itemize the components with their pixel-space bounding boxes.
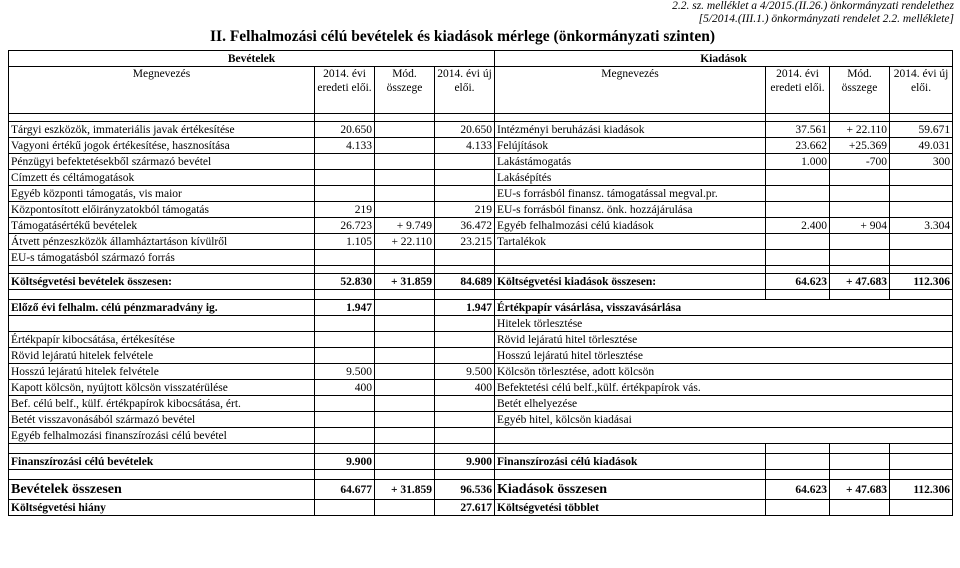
expenditure-name: Hitelek törlesztése — [495, 316, 953, 332]
revenue-original: 9.500 — [315, 364, 375, 380]
revenue-modification — [375, 250, 435, 266]
revenue-original — [315, 348, 375, 364]
revenue-modification — [375, 428, 435, 444]
revenue-original: 1.105 — [315, 234, 375, 250]
table-row — [9, 380, 953, 396]
expenditure-new — [890, 234, 953, 250]
spacer-cell — [766, 266, 830, 274]
revenue-name: Bef. célú belf., külf. értékpapírok kibocsátása, ért. — [9, 396, 315, 412]
spacer-cell — [766, 444, 830, 454]
expenditure-original — [766, 170, 830, 186]
expenditure-original: 1.000 — [766, 154, 830, 170]
table-row — [9, 234, 953, 250]
table-row — [9, 396, 953, 412]
expenditure-name: Egyéb hitel, kölcsön kiadásai — [495, 412, 953, 428]
expenditure-name: Kölcsön törlesztése, adott kölcsön — [495, 364, 953, 380]
revenue-modification — [375, 412, 435, 428]
revenue-original: 64.677 — [315, 480, 375, 500]
col-header-original-left: 2014. évi eredeti elői. — [315, 67, 375, 114]
expenditure-new: 3.304 — [890, 218, 953, 234]
table-row — [9, 300, 953, 316]
table-row — [9, 480, 953, 500]
revenue-original: 26.723 — [315, 218, 375, 234]
expenditure-modification — [830, 454, 890, 470]
expenditure-new — [890, 500, 953, 516]
spacer-row — [9, 114, 953, 122]
expenditure-name: Felújítások — [495, 138, 766, 154]
revenue-name: Támogatásértékű bevételek — [9, 218, 315, 234]
revenue-name: Értékpapír kibocsátása, értékesítése — [9, 332, 315, 348]
expenditure-new — [890, 202, 953, 218]
expenditure-original: 37.561 — [766, 122, 830, 138]
revenue-name: Tárgyi eszközök, immateriális javak értékesítése — [9, 122, 315, 138]
spacer-cell — [890, 444, 953, 454]
expenditure-modification: + 22.110 — [830, 122, 890, 138]
spacer-row — [9, 470, 953, 480]
expenditure-new — [890, 170, 953, 186]
expenditure-new — [890, 186, 953, 202]
revenue-modification: + 31.859 — [375, 274, 435, 290]
revenue-new: 20.650 — [435, 122, 495, 138]
spacer-row — [9, 444, 953, 454]
expenditure-name: Tartalékok — [495, 234, 766, 250]
revenue-new: 9.500 — [435, 364, 495, 380]
revenue-modification — [375, 454, 435, 470]
table-row — [9, 316, 953, 332]
revenue-original: 9.900 — [315, 454, 375, 470]
spacer-cell — [890, 470, 953, 480]
revenue-new — [435, 154, 495, 170]
spacer-cell — [9, 470, 315, 480]
revenue-name: Bevételek összesen — [9, 480, 315, 500]
revenue-name: Kapott kölcsön, nyújtott kölcsön visszatérülése — [9, 380, 315, 396]
expenditure-name: Betét elhelyezése — [495, 396, 953, 412]
expenditure-modification: -700 — [830, 154, 890, 170]
revenue-original — [315, 186, 375, 202]
spacer-cell — [9, 114, 315, 122]
revenue-new: 27.617 — [435, 500, 495, 516]
expenditure-name — [495, 428, 953, 444]
revenue-modification: + 31.859 — [375, 480, 435, 500]
spacer-cell — [315, 114, 375, 122]
table-row — [9, 154, 953, 170]
revenue-modification — [375, 500, 435, 516]
revenue-original — [315, 170, 375, 186]
page-title: II. Felhalmozási célú bevételek és kiadások mérlege (önkormányzati szinten) — [210, 28, 715, 45]
revenue-new — [435, 428, 495, 444]
expenditure-original — [766, 454, 830, 470]
expenditure-new: 112.306 — [890, 274, 953, 290]
spacer-cell — [315, 266, 375, 274]
revenue-new: 23.215 — [435, 234, 495, 250]
col-header-new-left: 2014. évi új elői. — [435, 67, 495, 114]
expenditure-name: Rövid lejáratú hitel törlesztése — [495, 332, 953, 348]
revenue-modification: + 22.110 — [375, 234, 435, 250]
revenue-original — [315, 316, 375, 332]
expenditure-new: 112.306 — [890, 480, 953, 500]
table-row — [9, 364, 953, 380]
revenue-original: 4.133 — [315, 138, 375, 154]
spacer-cell — [766, 114, 830, 122]
table-row — [9, 428, 953, 444]
revenue-name — [9, 316, 315, 332]
expenditure-name: Finanszírozási célú kiadások — [495, 454, 766, 470]
table-row — [9, 274, 953, 290]
appendix-note — [394, 0, 954, 26]
expenditure-modification — [830, 500, 890, 516]
revenue-name: Központosított előirányzatokból támogatás — [9, 202, 315, 218]
revenue-original: 52.830 — [315, 274, 375, 290]
col-header-name-right: Megnevezés — [495, 67, 766, 114]
revenue-modification — [375, 186, 435, 202]
revenue-new — [435, 348, 495, 364]
spacer-cell — [495, 266, 766, 274]
expenditure-modification: + 47.683 — [830, 274, 890, 290]
expenditure-new: 300 — [890, 154, 953, 170]
table-row — [9, 186, 953, 202]
revenue-modification — [375, 300, 435, 316]
revenue-modification — [375, 364, 435, 380]
revenue-new: 1.947 — [435, 300, 495, 316]
expenditure-original: 64.623 — [766, 274, 830, 290]
revenue-name: Egyéb központi támogatás, vis maior — [9, 186, 315, 202]
appendix-note-line-1: 2.2. sz. melléklet a 4/2015.(II.26.) önkormányzati rendelethez — [672, 0, 954, 12]
spacer-cell — [435, 266, 495, 274]
expenditure-name: Intézményi beruházási kiadások — [495, 122, 766, 138]
table-row — [9, 412, 953, 428]
revenue-new: 219 — [435, 202, 495, 218]
expenditure-original — [766, 202, 830, 218]
expenditure-name: Kiadások összesen — [495, 480, 766, 500]
expenditure-original — [766, 234, 830, 250]
revenue-original: 219 — [315, 202, 375, 218]
revenue-original — [315, 250, 375, 266]
revenue-modification — [375, 348, 435, 364]
revenue-new: 36.472 — [435, 218, 495, 234]
expenditure-modification: + 47.683 — [830, 480, 890, 500]
expenditure-name: Lakásépítés — [495, 170, 766, 186]
spacer-cell — [435, 444, 495, 454]
expenditure-new — [890, 454, 953, 470]
revenue-new — [435, 316, 495, 332]
revenue-new: 400 — [435, 380, 495, 396]
spacer-cell — [315, 290, 375, 300]
col-header-name-left: Megnevezés — [9, 67, 315, 114]
expenditure-modification — [830, 250, 890, 266]
spacer-row — [9, 290, 953, 300]
expenditure-modification — [830, 186, 890, 202]
expenditure-original: 64.623 — [766, 480, 830, 500]
spacer-row — [9, 266, 953, 274]
col-header-new-right: 2014. évi új elői. — [890, 67, 953, 114]
revenue-modification — [375, 154, 435, 170]
expenditure-name: Hosszú lejáratú hitel törlesztése — [495, 348, 953, 364]
spacer-cell — [830, 290, 890, 300]
spacer-cell — [315, 470, 375, 480]
spacer-cell — [9, 444, 315, 454]
expenditure-name — [495, 250, 766, 266]
revenue-modification — [375, 316, 435, 332]
revenue-name: Pénzügyi befektetésekből származó bevétel — [9, 154, 315, 170]
expenditure-name: Lakástámogatás — [495, 154, 766, 170]
revenue-name: Finanszírozási célú bevételek — [9, 454, 315, 470]
table-row — [9, 138, 953, 154]
spacer-cell — [9, 290, 315, 300]
group-expenditures: Kiadások — [495, 51, 953, 67]
spacer-cell — [375, 470, 435, 480]
expenditure-modification: + 904 — [830, 218, 890, 234]
revenue-name: Betét visszavonásából származó bevétel — [9, 412, 315, 428]
spacer-cell — [766, 470, 830, 480]
revenue-name: Költségvetési hiány — [9, 500, 315, 516]
spacer-cell — [830, 444, 890, 454]
revenue-modification — [375, 396, 435, 412]
table-row — [9, 332, 953, 348]
col-header-original-right: 2014. évi eredeti elői. — [766, 67, 830, 114]
expenditure-name: Költségvetési kiadások összesen: — [495, 274, 766, 290]
spacer-cell — [495, 114, 766, 122]
expenditure-modification — [830, 170, 890, 186]
spacer-cell — [375, 266, 435, 274]
revenue-new: 96.536 — [435, 480, 495, 500]
expenditure-modification — [830, 202, 890, 218]
spacer-cell — [375, 114, 435, 122]
spacer-cell — [830, 114, 890, 122]
revenue-new — [435, 250, 495, 266]
table-row — [9, 202, 953, 218]
expenditure-name: EU-s forrásból finansz. támogatással megval.pr. — [495, 186, 766, 202]
spacer-cell — [9, 266, 315, 274]
revenue-name: Költségvetési bevételek összesen: — [9, 274, 315, 290]
expenditure-name: EU-s forrásból finansz. önk. hozzájárulása — [495, 202, 766, 218]
spacer-cell — [890, 290, 953, 300]
revenue-modification — [375, 138, 435, 154]
spacer-cell — [435, 114, 495, 122]
expenditure-modification: +25.369 — [830, 138, 890, 154]
expenditure-original — [766, 500, 830, 516]
spacer-cell — [890, 266, 953, 274]
appendix-note-line-2: [5/2014.(III.1.) önkormányzati rendelet 2.2. melléklete] — [698, 13, 954, 25]
revenue-new — [435, 412, 495, 428]
expenditure-original: 2.400 — [766, 218, 830, 234]
spacer-cell — [495, 470, 766, 480]
revenue-name: Hosszú lejáratú hitelek felvétele — [9, 364, 315, 380]
spacer-cell — [495, 290, 766, 300]
revenue-new: 9.900 — [435, 454, 495, 470]
expenditure-original — [766, 250, 830, 266]
spacer-cell — [890, 114, 953, 122]
expenditure-new — [890, 250, 953, 266]
revenue-original: 400 — [315, 380, 375, 396]
revenue-original — [315, 154, 375, 170]
expenditure-name: Egyéb felhalmozási célú kiadások — [495, 218, 766, 234]
revenue-name: Egyéb felhalmozási finanszírozási célú bevétel — [9, 428, 315, 444]
col-header-modification-left: Mód. összege — [375, 67, 435, 114]
spacer-cell — [375, 444, 435, 454]
spacer-cell — [830, 266, 890, 274]
revenue-modification — [375, 332, 435, 348]
table-row — [9, 122, 953, 138]
revenue-new — [435, 396, 495, 412]
spacer-cell — [435, 290, 495, 300]
expenditure-modification — [830, 234, 890, 250]
table-row — [9, 454, 953, 470]
revenue-modification — [375, 202, 435, 218]
revenue-original — [315, 396, 375, 412]
spacer-cell — [435, 470, 495, 480]
col-header-modification-right: Mód. összege — [830, 67, 890, 114]
revenue-name: EU-s támogatásból származó forrás — [9, 250, 315, 266]
group-revenues: Bevételek — [9, 51, 495, 67]
expenditure-new: 49.031 — [890, 138, 953, 154]
expenditure-name: Befektetési célú belf.,külf. értékpapírok vás. — [495, 380, 953, 396]
revenue-original: 20.650 — [315, 122, 375, 138]
revenue-new: 4.133 — [435, 138, 495, 154]
spacer-cell — [495, 444, 766, 454]
revenue-modification — [375, 170, 435, 186]
revenue-original — [315, 428, 375, 444]
revenue-new — [435, 170, 495, 186]
expenditure-new: 59.671 — [890, 122, 953, 138]
revenue-original: 1.947 — [315, 300, 375, 316]
table-row — [9, 250, 953, 266]
revenue-modification: + 9.749 — [375, 218, 435, 234]
table-row — [9, 500, 953, 516]
spacer-cell — [375, 290, 435, 300]
balance-table — [8, 50, 953, 516]
table-row — [9, 170, 953, 186]
revenue-original — [315, 500, 375, 516]
revenue-modification — [375, 122, 435, 138]
spacer-cell — [315, 444, 375, 454]
expenditure-original: 23.662 — [766, 138, 830, 154]
revenue-name: Vagyoni értékű jogok értékesítése, hasznosítása — [9, 138, 315, 154]
expenditure-original — [766, 186, 830, 202]
revenue-name: Előző évi felhalm. célú pénzmaradvány ig. — [9, 300, 315, 316]
revenue-modification — [375, 380, 435, 396]
expenditure-name: Költségvetési többlet — [495, 500, 766, 516]
expenditure-name: Értékpapír vásárlása, visszavásárlása — [495, 300, 953, 316]
table-row — [9, 348, 953, 364]
revenue-name: Átvett pénzeszközök államháztartáson kívülről — [9, 234, 315, 250]
spacer-cell — [830, 470, 890, 480]
table-row — [9, 218, 953, 234]
revenue-name: Rövid lejáratú hitelek felvétele — [9, 348, 315, 364]
revenue-original — [315, 332, 375, 348]
revenue-new — [435, 186, 495, 202]
spacer-cell — [766, 290, 830, 300]
revenue-original — [315, 412, 375, 428]
revenue-new — [435, 332, 495, 348]
revenue-new: 84.689 — [435, 274, 495, 290]
revenue-name: Címzett és céltámogatások — [9, 170, 315, 186]
